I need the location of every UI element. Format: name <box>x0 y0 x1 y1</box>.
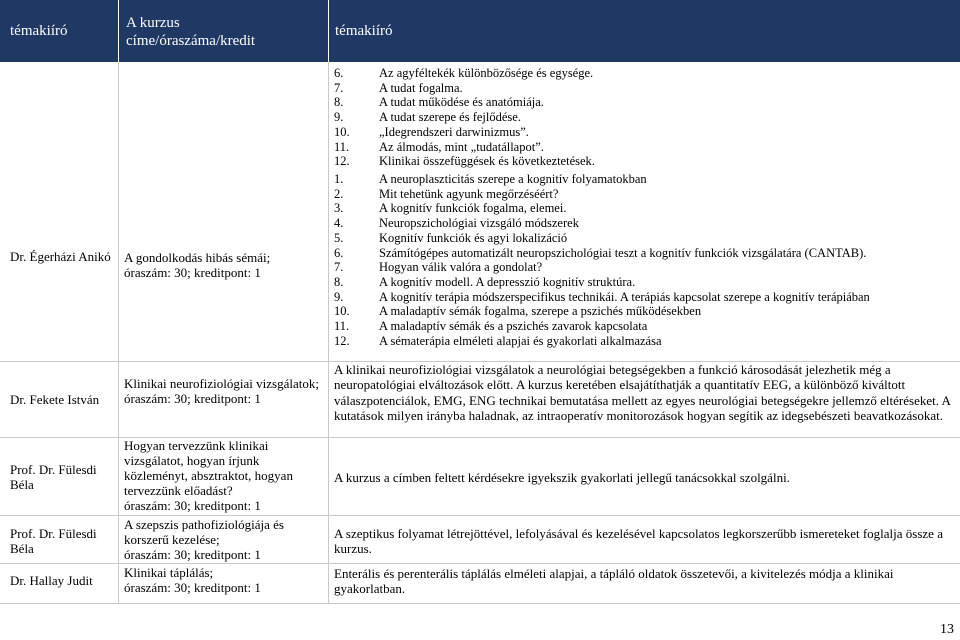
row-divider <box>0 563 960 564</box>
topic-list <box>334 172 870 348</box>
author-cell: Dr. Égerházi Anikó <box>10 249 111 264</box>
course-cell: Klinikai neurofiziológiai vizsgálatok; óraszám: 30; kreditpont: 1 <box>124 376 319 406</box>
header-divider <box>328 0 329 62</box>
author-cell: Dr. Hallay Judit <box>10 573 93 588</box>
course-cell: Hogyan tervezzünk klinikai vizsgálatot, hogyan írjunk közleményt, absztraktot, hogyan tervezzünk előadást? óraszám: 30; kreditpont: 1 <box>124 438 293 513</box>
author-cell: Dr. Fekete István <box>10 392 100 407</box>
list-item: 4. Neuropszichológiai vizsgáló módszerek <box>334 216 579 231</box>
page-number: 13 <box>940 622 954 637</box>
course-description: A klinikai neurofiziológiai vizsgálatok a neurológiai betegségekben a funkció károsodását jelezhetik még a neuropatológiai elváltozások előtt. A kurzus keretében elsajátíthatják a quantitatív EEG, a különböző kiváltott válaszpotenciálok, EMG, ENG technikai bemutatása mellett az egyes neurológiai betegségekre jellemző eltéréseket. A kutatások milyen irányba haladnak, az intraoperatív monitorozások hogyan segítik az idegsebészeti beavatkozásokat. <box>334 362 951 423</box>
list-item: 6. Az agyféltekék különbözősége és egysége. <box>334 66 594 80</box>
list-item: 8. A tudat működése és anatómiája. <box>334 95 544 110</box>
course-description: A szeptikus folyamat létrejöttével, lefolyásával és kezelésével kapcsolatos legkorszerűbb ismereteket foglalja össze a kurzus. <box>334 526 943 556</box>
topic-list-continued <box>334 66 595 169</box>
list-item: 6. Számítógépes automatizált neuropszichológiai teszt a kognitív funkciók vizsgálatára (CANTAB). <box>334 245 867 260</box>
list-item: 1. A neuroplaszticitás szerepe a kognitív folyamatokban <box>334 172 647 186</box>
list-item: 12. A sématerápia elméleti alapjai és gyakorlati alkalmazása <box>334 333 662 348</box>
header-course: A kurzus címe/óraszáma/kredit <box>118 0 328 62</box>
column-divider <box>328 62 329 604</box>
author-cell: Prof. Dr. Fülesdi Béla <box>10 526 97 556</box>
row-divider <box>0 515 960 516</box>
list-item: 5. Kognitív funkciók és agyi lokalizáció <box>334 230 568 245</box>
list-item: 9. A tudat szerepe és fejlődése. <box>334 110 521 125</box>
course-description: Enterális és perenterális táplálás elméleti alapjai, a tápláló oldatok összetevői, a kivitelezés módja a klinikai gyakorlatban. <box>334 566 894 596</box>
course-cell: A szepszis pathofiziológiája és korszerű kezelése; óraszám: 30; kreditpont: 1 <box>124 517 284 562</box>
list-item: 10. A maladaptív sémák fogalma, szerepe a pszichés működésekben <box>334 304 702 319</box>
course-description: A kurzus a címben feltett kérdésekre igyekszik gyakorlati jellegű tanácsokkal szolgálni. <box>334 470 790 485</box>
course-cell: A gondolkodás hibás sémái; óraszám: 30; kreditpont: 1 <box>124 250 271 280</box>
row-divider <box>0 603 960 604</box>
list-item: 7. Hogyan válik valóra a gondolat? <box>334 260 543 275</box>
list-item: 2. Mit tehetünk agyunk megőrzéséért? <box>334 186 559 201</box>
course-cell: Klinikai táplálás; óraszám: 30; kreditpont: 1 <box>124 565 261 595</box>
author-cell: Prof. Dr. Fülesdi Béla <box>10 462 97 492</box>
list-item: 7. A tudat fogalma. <box>334 80 463 95</box>
list-item: 11. Az álmodás, mint „tudatállapot”. <box>334 139 544 154</box>
list-item: 10. „Idegrendszeri darwinizmus”. <box>334 124 529 139</box>
header-author-2: témakiíró <box>328 0 960 62</box>
list-item: 9. A kognitív terápia módszerspecifikus technikái. A terápiás kapcsolat szerepe a kognitív terápiában <box>334 289 870 304</box>
list-item: 11. A maladaptív sémák és a pszichés zavarok kapcsolata <box>334 319 648 334</box>
list-item: 3. A kognitív funkciók fogalma, elemei. <box>334 201 567 216</box>
header-author: témakiíró <box>0 0 118 62</box>
column-divider <box>118 62 119 604</box>
header-divider <box>118 0 119 62</box>
list-item: 12. Klinikai összefüggések és következtetések. <box>334 154 595 169</box>
list-item: 8. A kognitív modell. A depresszió kognitív struktúra. <box>334 274 636 289</box>
